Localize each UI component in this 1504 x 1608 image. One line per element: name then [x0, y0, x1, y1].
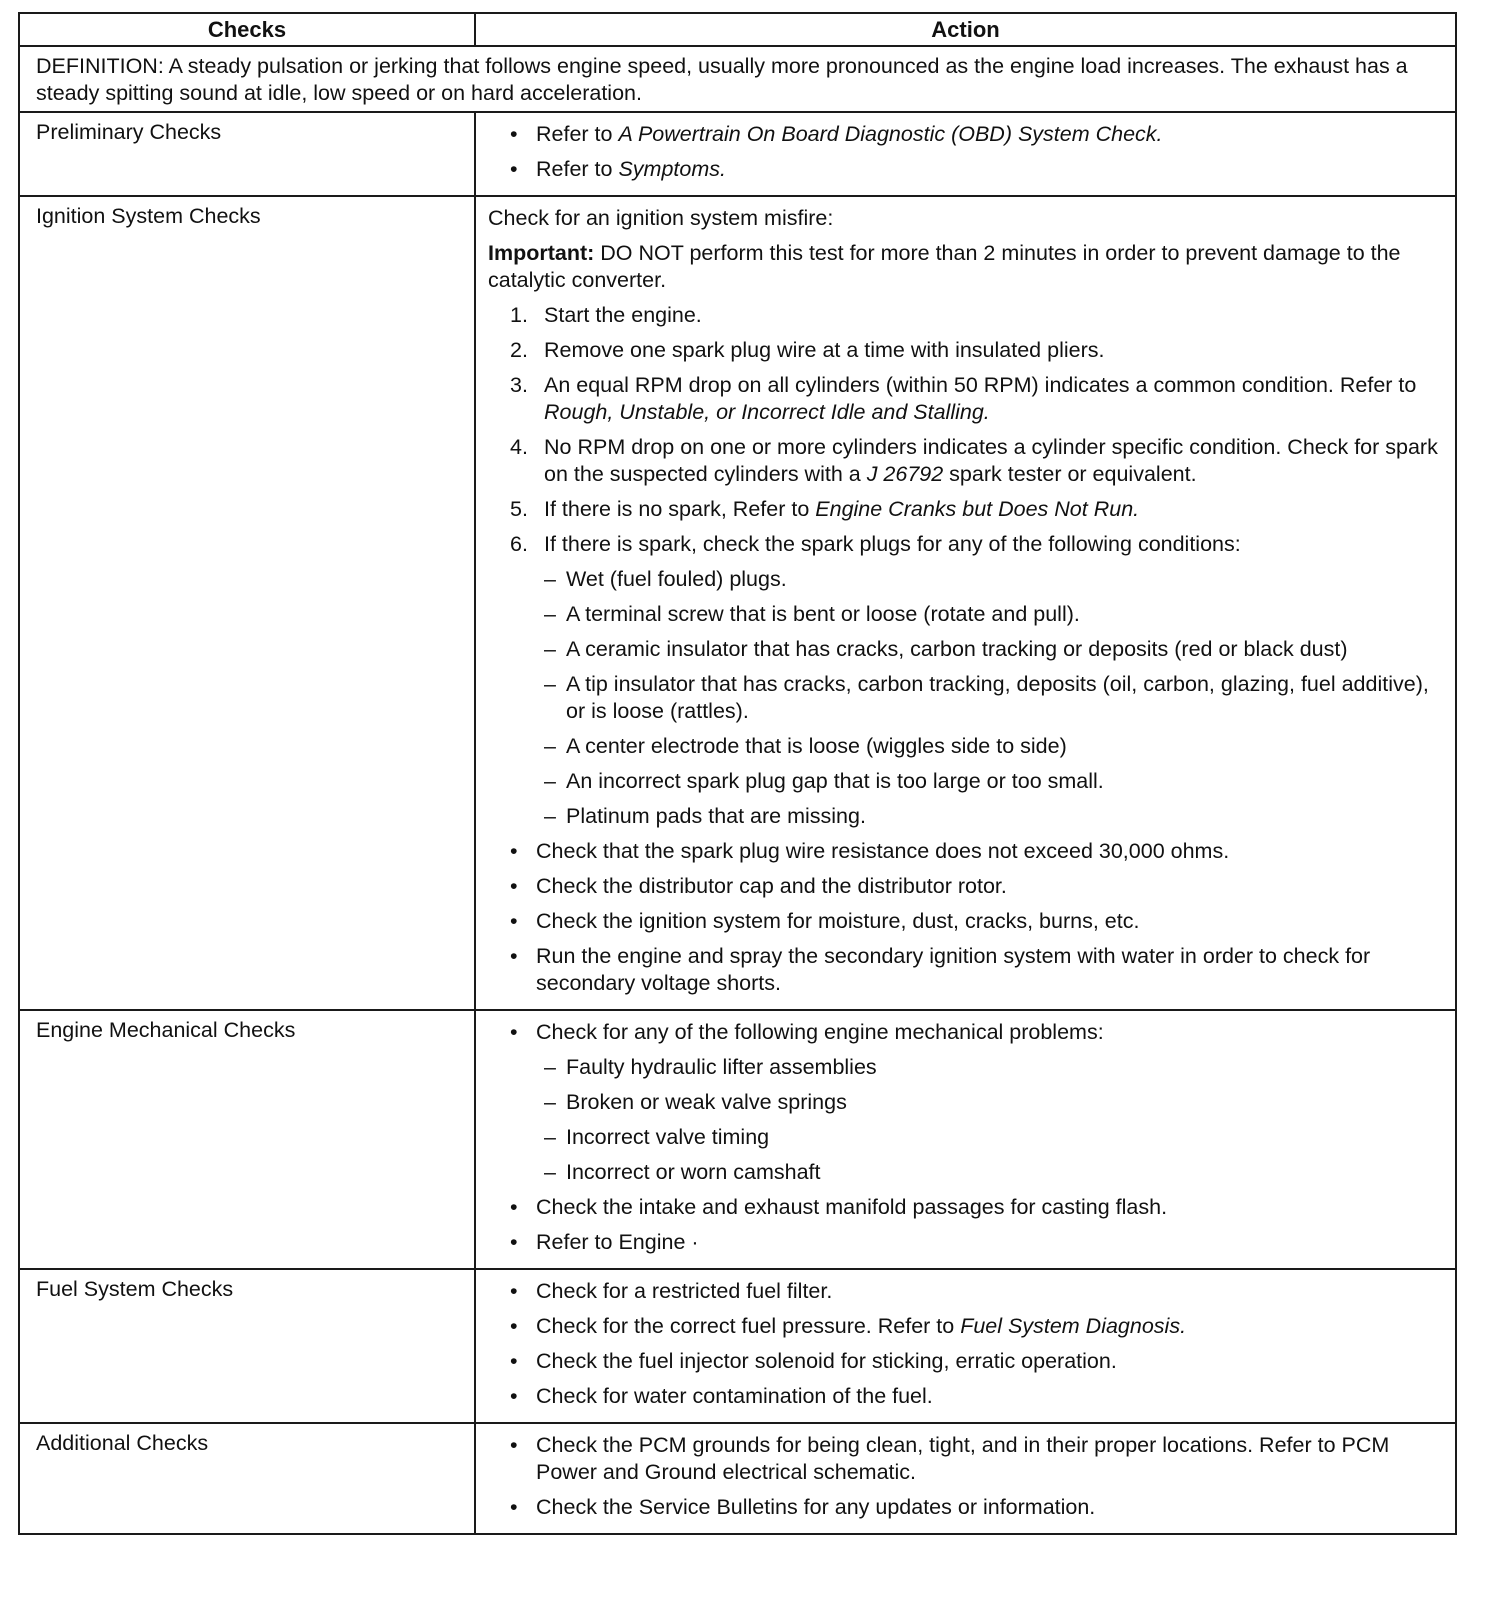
- text-run: Check for the correct fuel pressure. Refer to: [536, 1314, 961, 1338]
- item-text: [544, 434, 1445, 488]
- bullet-marker: •: [510, 1195, 518, 1219]
- text-run: A terminal screw that is bent or loose (rotate and pull).: [566, 602, 1080, 626]
- bullet-item: [488, 1019, 1445, 1046]
- section-row-ignition-system-checks: [19, 196, 1456, 1010]
- bullet-item: [488, 1194, 1445, 1221]
- step-number: 4.: [510, 435, 528, 459]
- item-text: [536, 1278, 1445, 1305]
- item-text: [536, 1229, 1445, 1256]
- section-row-additional-checks: [19, 1423, 1456, 1534]
- text-run: A ceramic insulator that has cracks, carbon tracking or deposits (red or black dust): [566, 637, 1348, 661]
- action-paragraph: [488, 205, 1445, 232]
- sub-item: [488, 803, 1445, 830]
- item-text: [566, 733, 1445, 760]
- text-run: Broken or weak valve springs: [566, 1090, 847, 1114]
- bullet-item: [488, 943, 1445, 997]
- item-text: [544, 372, 1445, 426]
- diagnostic-table: [18, 12, 1457, 1535]
- text-run: Platinum pads that are missing.: [566, 804, 866, 828]
- bullet-item: [488, 908, 1445, 935]
- dash-marker: –: [544, 672, 556, 696]
- item-text: [536, 1432, 1445, 1486]
- item-text: [536, 1313, 1445, 1340]
- sub-item: [488, 768, 1445, 795]
- action-paragraph: [488, 240, 1445, 294]
- item-text: [536, 1494, 1445, 1521]
- text-run: Check for any of the following engine mechanical problems:: [536, 1020, 1104, 1044]
- text-run: An incorrect spark plug gap that is too large or too small.: [566, 769, 1104, 793]
- header-checks: Checks: [19, 13, 475, 46]
- dash-marker: –: [544, 567, 556, 591]
- text-run: Check the distributor cap and the distributor rotor.: [536, 874, 1007, 898]
- dash-marker: –: [544, 1090, 556, 1114]
- dash-marker: –: [544, 1055, 556, 1079]
- text-run: Check for a restricted fuel filter.: [536, 1279, 833, 1303]
- text-run: Remove one spark plug wire at a time with insulated pliers.: [544, 338, 1105, 362]
- sub-item: [488, 1124, 1445, 1151]
- item-text: [566, 566, 1445, 593]
- header-action: Action: [475, 13, 1456, 46]
- dash-marker: –: [544, 637, 556, 661]
- step-number: 3.: [510, 373, 528, 397]
- numbered-step: [488, 434, 1445, 488]
- text-run: If there is spark, check the spark plugs for any of the following conditions:: [544, 532, 1241, 556]
- action-cell: [475, 1269, 1456, 1423]
- item-text: [536, 838, 1445, 865]
- checks-label: Ignition System Checks: [19, 196, 475, 1010]
- numbered-step: [488, 372, 1445, 426]
- bullet-marker: •: [510, 839, 518, 863]
- bullet-item: [488, 1348, 1445, 1375]
- reference-text: J 26792: [866, 462, 944, 486]
- item-text: [536, 943, 1445, 997]
- dash-marker: –: [544, 769, 556, 793]
- sub-item: [488, 1159, 1445, 1186]
- numbered-step: [488, 337, 1445, 364]
- item-text: [536, 121, 1445, 148]
- step-number: 5.: [510, 497, 528, 521]
- numbered-step: [488, 496, 1445, 523]
- item-text: [566, 671, 1445, 725]
- sub-item: [488, 1089, 1445, 1116]
- dash-marker: –: [544, 1125, 556, 1149]
- text-run: Refer to Engine ·: [536, 1230, 699, 1254]
- item-text: [544, 496, 1445, 523]
- sub-item: [488, 671, 1445, 725]
- bullet-item: [488, 838, 1445, 865]
- bullet-marker: •: [510, 122, 518, 146]
- dash-marker: –: [544, 602, 556, 626]
- item-text: [536, 1348, 1445, 1375]
- text-run: DO NOT perform this test for more than 2 minutes in order to prevent damage to the catalytic converter.: [488, 241, 1401, 292]
- item-text: [566, 768, 1445, 795]
- bullet-marker: •: [510, 944, 518, 968]
- action-cell: [475, 112, 1456, 196]
- step-number: 2.: [510, 338, 528, 362]
- text-run: A center electrode that is loose (wiggles side to side): [566, 734, 1067, 758]
- action-cell: [475, 196, 1456, 1010]
- reference-text: A Powertrain On Board Diagnostic (OBD) System Check.: [618, 122, 1163, 146]
- bullet-item: [488, 1278, 1445, 1305]
- item-text: [536, 156, 1445, 183]
- bullet-marker: •: [510, 1433, 518, 1457]
- bullet-item: [488, 1313, 1445, 1340]
- bullet-marker: •: [510, 157, 518, 181]
- text-run: Check the intake and exhaust manifold passages for casting flash.: [536, 1195, 1168, 1219]
- numbered-step: [488, 531, 1445, 558]
- bullet-marker: •: [510, 909, 518, 933]
- step-number: 6.: [510, 532, 528, 556]
- bullet-marker: •: [510, 1495, 518, 1519]
- text-run: A tip insulator that has cracks, carbon tracking, deposits (oil, carbon, glazing, fuel additive), or is loose (rattles).: [566, 672, 1429, 723]
- definition-text: DEFINITION: A steady pulsation or jerking that follows engine speed, usually more pronounced as the engine load increases. The exhaust has a steady spitting sound at idle, low speed or on hard acceleration.: [19, 46, 1456, 112]
- item-text: [536, 873, 1445, 900]
- item-text: [566, 636, 1445, 663]
- checks-label: Preliminary Checks: [19, 112, 475, 196]
- item-text: [544, 302, 1445, 329]
- item-text: [566, 1124, 1445, 1151]
- item-text: [566, 601, 1445, 628]
- text-run: An equal RPM drop on all cylinders (within 50 RPM) indicates a common condition. Refer to: [544, 373, 1417, 397]
- bullet-marker: •: [510, 1349, 518, 1373]
- checks-label: Engine Mechanical Checks: [19, 1010, 475, 1269]
- bullet-marker: •: [510, 1230, 518, 1254]
- sub-item: [488, 566, 1445, 593]
- checks-label: Additional Checks: [19, 1423, 475, 1534]
- text-run: Refer to: [536, 157, 619, 181]
- section-row-preliminary-checks: [19, 112, 1456, 196]
- sub-item: [488, 601, 1445, 628]
- text-run: Incorrect valve timing: [566, 1125, 770, 1149]
- text-run: Check the Service Bulletins for any updates or information.: [536, 1495, 1096, 1519]
- definition-row: [19, 46, 1456, 112]
- section-row-engine-mechanical-checks: [19, 1010, 1456, 1269]
- sub-item: [488, 733, 1445, 760]
- text-run: Wet (fuel fouled) plugs.: [566, 567, 787, 591]
- action-cell: [475, 1010, 1456, 1269]
- sub-item: [488, 1054, 1445, 1081]
- bullet-item: [488, 156, 1445, 183]
- text-run: Check for water contamination of the fuel.: [536, 1384, 933, 1408]
- bullet-item: [488, 1494, 1445, 1521]
- item-text: [536, 1383, 1445, 1410]
- section-row-fuel-system-checks: [19, 1269, 1456, 1423]
- step-number: 1.: [510, 303, 528, 327]
- item-text: [566, 1089, 1445, 1116]
- emphasis-text: Important:: [488, 241, 595, 265]
- action-cell: [475, 1423, 1456, 1534]
- bullet-item: [488, 1383, 1445, 1410]
- checks-label: Fuel System Checks: [19, 1269, 475, 1423]
- text-run: Check the fuel injector solenoid for sticking, erratic operation.: [536, 1349, 1117, 1373]
- text-run: Run the engine and spray the secondary ignition system with water in order to check for secondary voltage shorts.: [536, 944, 1371, 995]
- text-run: Check that the spark plug wire resistance does not exceed 30,000 ohms.: [536, 839, 1230, 863]
- reference-text: Engine Cranks but Does Not Run.: [815, 497, 1140, 521]
- text-run: Refer to: [536, 122, 619, 146]
- text-run: spark tester or equivalent.: [943, 462, 1197, 486]
- bullet-marker: •: [510, 1020, 518, 1044]
- bullet-marker: •: [510, 1384, 518, 1408]
- dash-marker: –: [544, 804, 556, 828]
- reference-text: Symptoms.: [618, 157, 726, 181]
- bullet-item: [488, 1432, 1445, 1486]
- reference-text: Fuel System Diagnosis.: [960, 1314, 1187, 1338]
- bullet-marker: •: [510, 874, 518, 898]
- item-text: [536, 908, 1445, 935]
- text-run: Check the ignition system for moisture, dust, cracks, burns, etc.: [536, 909, 1140, 933]
- item-text: [544, 337, 1445, 364]
- text-run: Incorrect or worn camshaft: [566, 1160, 821, 1184]
- item-text: [566, 1159, 1445, 1186]
- bullet-item: [488, 121, 1445, 148]
- reference-text: Rough, Unstable, or Incorrect Idle and Stalling.: [544, 400, 990, 424]
- item-text: [536, 1194, 1445, 1221]
- header-row: [19, 13, 1456, 46]
- dash-marker: –: [544, 734, 556, 758]
- bullet-item: [488, 873, 1445, 900]
- item-text: [536, 1019, 1445, 1046]
- bullet-marker: •: [510, 1314, 518, 1338]
- text-run: If there is no spark, Refer to: [544, 497, 816, 521]
- text-run: Start the engine.: [544, 303, 702, 327]
- bullet-item: [488, 1229, 1445, 1256]
- item-text: [544, 531, 1445, 558]
- text-run: Check for an ignition system misfire:: [488, 206, 834, 230]
- item-text: [566, 803, 1445, 830]
- item-text: [566, 1054, 1445, 1081]
- dash-marker: –: [544, 1160, 556, 1184]
- bullet-marker: •: [510, 1279, 518, 1303]
- text-run: Faulty hydraulic lifter assemblies: [566, 1055, 877, 1079]
- text-run: No RPM drop on one or more cylinders indicates a cylinder specific condition. Check for spark on the suspected cylinders with a: [544, 435, 1438, 486]
- text-run: Check the PCM grounds for being clean, tight, and in their proper locations. Refer to PCM Power and Ground electrical schematic.: [536, 1433, 1390, 1484]
- numbered-step: [488, 302, 1445, 329]
- sub-item: [488, 636, 1445, 663]
